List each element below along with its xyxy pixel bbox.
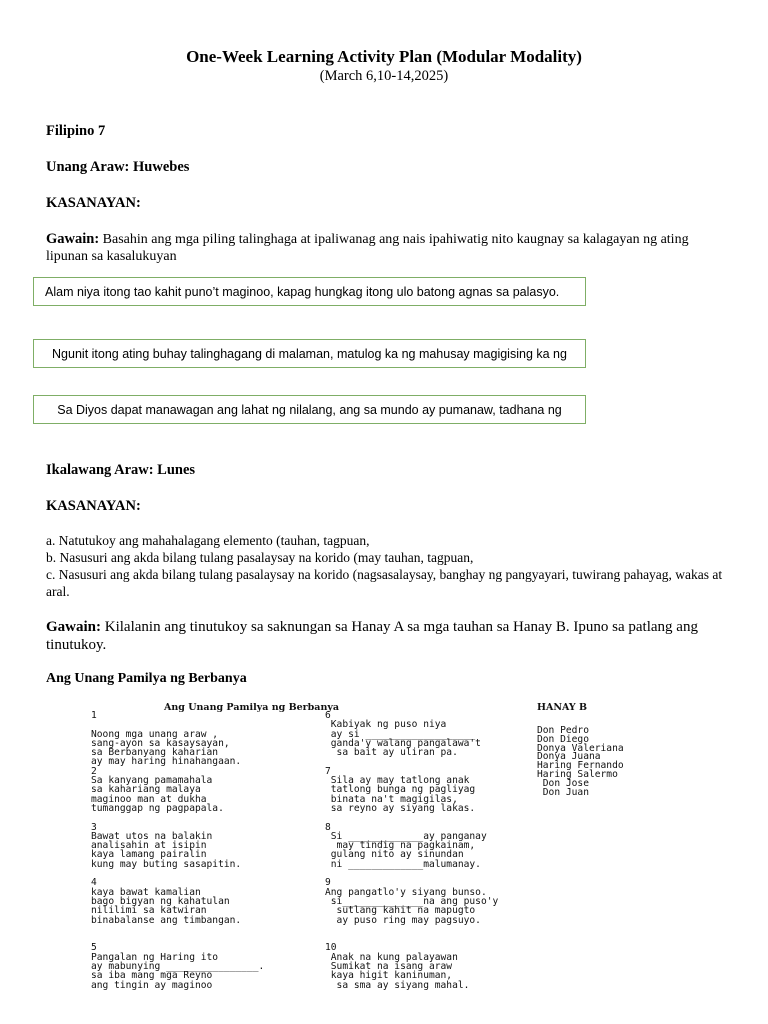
scan-hanay-b-list [537,727,624,797]
objective-b: b. Nasusuri ang akda bilang tulang pasalaysay na korido (may tauhan, tagpuan, [46,550,474,565]
objective-a: a. Natutukoy ang mahahalagang elemento (tauhan, tagpuan, [46,533,370,548]
metaphor-box-2: Ngunit itong ating buhay talinghagang di malaman, matulog ka ng mahusay magigising ka ng [33,339,586,368]
page-title: One-Week Learning Activity Plan (Modular Modality) [186,47,582,66]
hanay-b-item: Don Diego [537,733,589,745]
objective-c: c. Nasusuri ang akda bilang tulang pasalaysay na korido (nagsasalaysay, banghay ng pangyayari, tuwirang pahayag, wakas at aral. [46,567,723,599]
gawain-label: Gawain: [46,619,102,635]
metaphor-box-3: Sa Diyos dapat manawagan ang lahat ng nilalang, ang sa mundo ay pumanaw, tadhana ng [33,395,586,424]
hanay-b-item: Haring Fernando [537,760,624,772]
page-date: (March 6,10-14,2025) [319,68,449,84]
hanay-b-item: Donya Juana [537,751,601,763]
subject-heading: Filipino 7 [46,123,106,139]
gawain-text: Kilalanin ang tinutukoy sa saknungan sa Hanay A sa mga tauhan sa Hanay B. Ipuno sa patlang ang tinutukoy. [46,619,698,653]
hanay-b-item: Don Pedro [537,725,589,736]
day1-gawain [46,231,726,265]
section-title: Ang Unang Pamilya ng Berbanya [46,671,247,686]
metaphor-box-1: Alam niya itong tao kahit puno’t maginoo, kapag hungkag itong ulo batong agnas sa palasyo. [33,277,586,306]
day1-skill-heading: KASANAYAN: [46,195,141,211]
gawain-label: Gawain: [46,231,100,247]
hanay-b-item: Don Jose [537,777,589,789]
hanay-b-item: Haring Salermo [537,768,618,780]
day2-skill-heading: KASANAYAN: [46,498,141,514]
hanay-b-item: Don Juan [537,786,589,798]
scan-column-1: 1 Noong mga unang araw , sang-ayon sa kasaysayan, sa Berbanyang kaharian ay may haring hinahangaan. 2 Sa kanyang pamamahala sa kahariang malaya maginoo man at dukha tumanggap ng pagpapala. 3 Bawat utos na balakin analisahin at isipin kaya lamang pairalin kung may buting sasapitin. 4 kaya bawat kamalian bago bigyan ng kahatulan nililimi sa katwiran binabalanse ang timbangan. 5 Pangalan ng Haring ito ay mabunying ________________. sa iba mang mga Reyno ang tingin ay maginoo [91,710,265,991]
day1-heading: Unang Araw: Huwebes [46,159,190,175]
day2-heading: Ikalawang Araw: Lunes [46,462,196,478]
scan-title: Ang Unang Pamilya ng Berbanya [164,702,340,713]
gawain-text: Basahin ang mga piling talinghaga at ipaliwanag ang nais ipahiwatig nito kaugnay sa kalagayan ng ating lipunan sa kasalukuyan [46,232,689,264]
scan-column-2: 6 Kabiyak ng puso niya ay si ___________________ ganda'y walang pangalawa't sa bait ay uliran pa. 7 Sila ay may tatlong anak tatlong bunga ng pagliyag binata na't magigilas, sa reyno ay siyang lakas. 8 Si _____________ay panganay may tindig na pagkainam, gulang nito ay sinundan ni _____________malumanay. 9 Ang pangatlo'y siyang bunso. si______________na ang puso'y sutlang kahit na mapugto ay puso ring may pagsuyo. 10 Anak na kung palayawan Sumikat na isang araw kaya higit kaninuman, sa sma ay siyang mahal. [325,710,499,991]
day2-gawain [46,618,726,654]
scan-hanay-b-title: HANAY B [537,702,588,713]
hanay-b-item: Donya Valeriana [537,742,624,754]
